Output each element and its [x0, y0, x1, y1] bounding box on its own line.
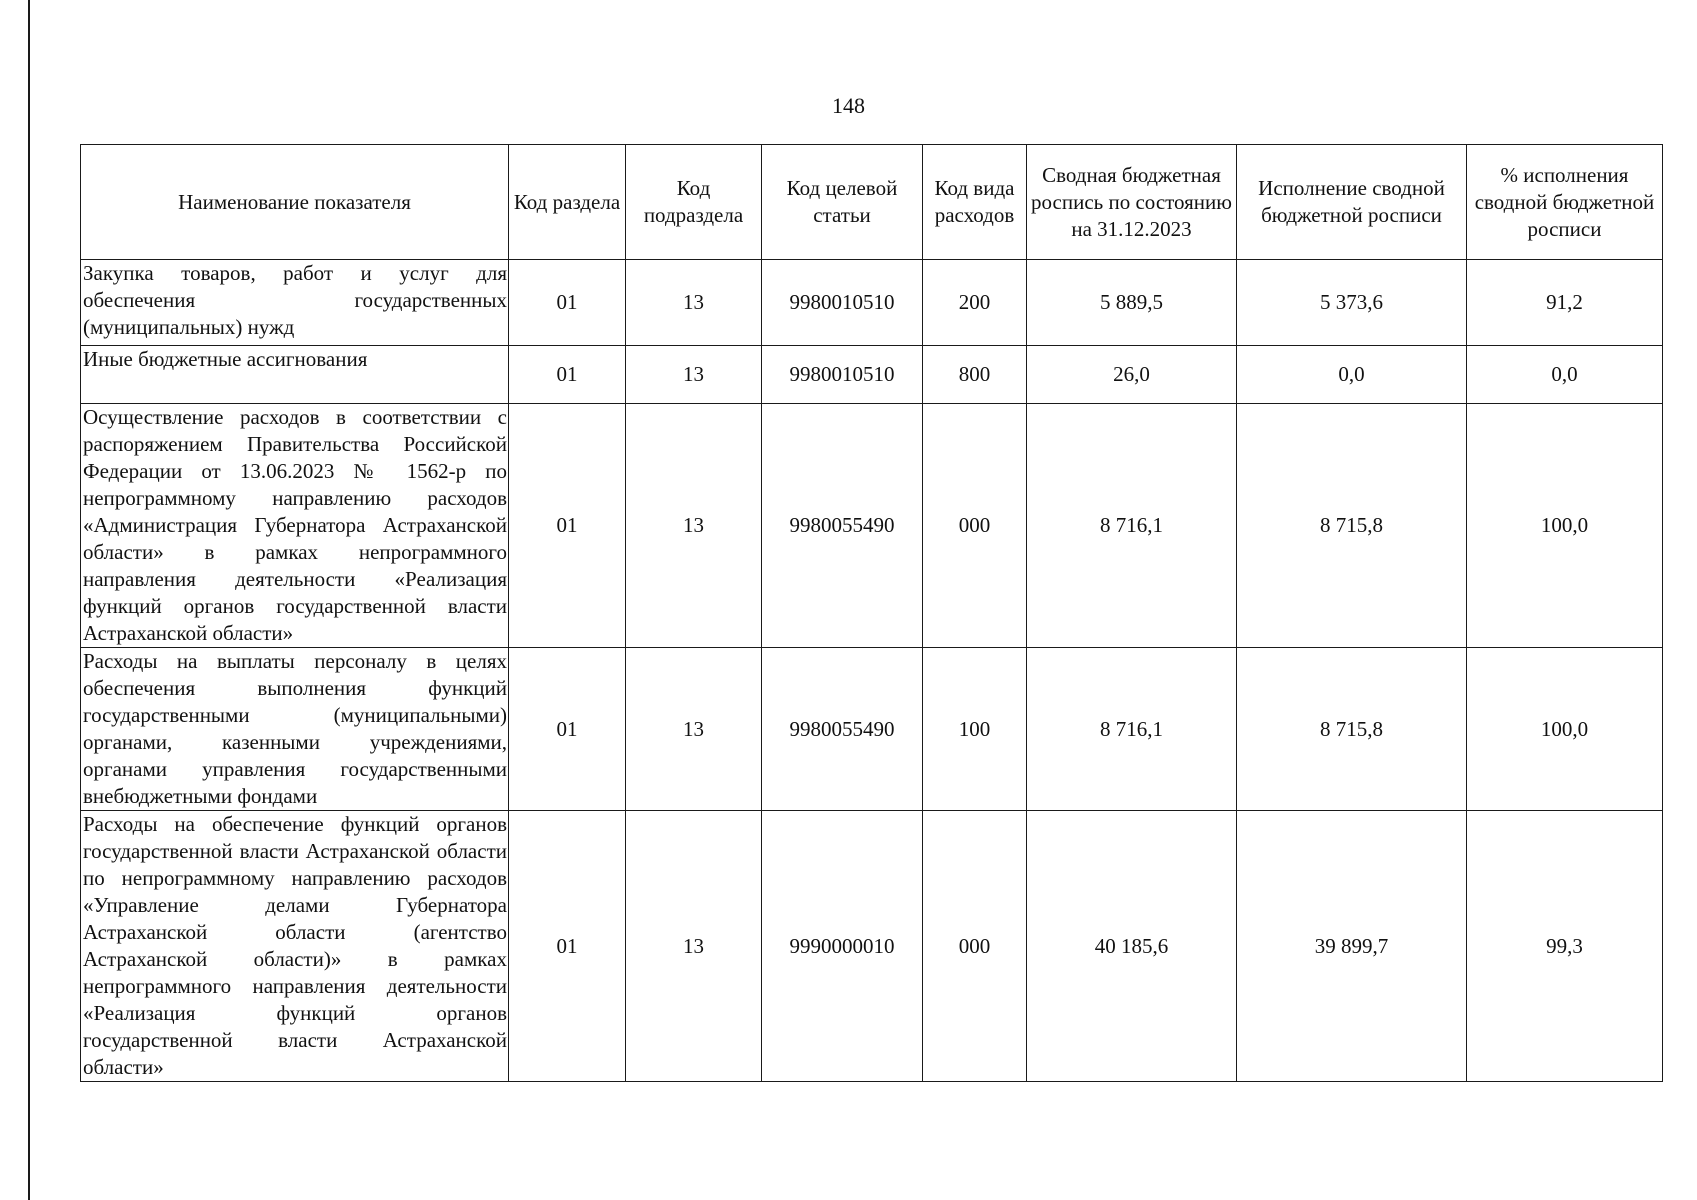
row-budget-execution: 8 715,8 — [1237, 648, 1467, 811]
row-name: Расходы на обеспечение функций органов государственной власти Астраханской области по непрограммному направлению расходов «Управление делами Губернатора Астраханской области (агентство Астраханской области)» в рамках непрограммного направления деятельности «Реализация функций органов государственной власти Астраханской области» — [81, 811, 509, 1082]
table-header-row — [81, 145, 1663, 260]
row-section-code: 01 — [509, 404, 626, 648]
row-budget-execution: 0,0 — [1237, 346, 1467, 404]
row-section-code: 01 — [509, 811, 626, 1082]
header-budget-execution: Исполнение сводной бюджетной росписи — [1237, 145, 1467, 260]
row-budget-plan: 40 185,6 — [1027, 811, 1237, 1082]
row-target-code: 9980010510 — [762, 260, 923, 346]
header-budget-plan: Сводная бюджетная роспись по состоянию на 31.12.2023 — [1027, 145, 1237, 260]
row-subsection-code: 13 — [626, 404, 762, 648]
header-subsection-code: Код подраздела — [626, 145, 762, 260]
row-subsection-code: 13 — [626, 648, 762, 811]
row-name: Расходы на выплаты персоналу в целях обеспечения выполнения функций государственными (муниципальными) органами, казенными учреждениями, органами управления государственными внебюджетными фондами — [81, 648, 509, 811]
row-subsection-code: 13 — [626, 346, 762, 404]
table-row — [81, 260, 1663, 346]
row-target-code: 9980055490 — [762, 404, 923, 648]
table-row — [81, 346, 1663, 404]
row-budget-execution: 39 899,7 — [1237, 811, 1467, 1082]
row-expense-type-code: 800 — [923, 346, 1027, 404]
row-budget-plan: 26,0 — [1027, 346, 1237, 404]
header-section-code: Код раздела — [509, 145, 626, 260]
table-row — [81, 404, 1663, 648]
row-target-code: 9980010510 — [762, 346, 923, 404]
row-name: Иные бюджетные ассигнования — [81, 346, 509, 404]
row-section-code: 01 — [509, 260, 626, 346]
table-row — [81, 811, 1663, 1082]
row-budget-execution: 5 373,6 — [1237, 260, 1467, 346]
page-number: 148 — [832, 93, 865, 118]
row-execution-percent: 91,2 — [1467, 260, 1663, 346]
row-expense-type-code: 100 — [923, 648, 1027, 811]
row-expense-type-code: 200 — [923, 260, 1027, 346]
table-row — [81, 648, 1663, 811]
binding-margin-line — [28, 0, 30, 1200]
row-budget-execution: 8 715,8 — [1237, 404, 1467, 648]
row-budget-plan: 8 716,1 — [1027, 648, 1237, 811]
row-execution-percent: 100,0 — [1467, 404, 1663, 648]
header-expense-type-code: Код вида расходов — [923, 145, 1027, 260]
row-section-code: 01 — [509, 648, 626, 811]
row-subsection-code: 13 — [626, 260, 762, 346]
row-execution-percent: 0,0 — [1467, 346, 1663, 404]
row-name: Осуществление расходов в соответствии с распоряжением Правительства Российской Федерации от 13.06.2023 № 1562-р по непрограммному направлению расходов «Администрация Губернатора Астраханской области» в рамках непрограммного направления деятельности «Реализация функций органов государственной власти Астраханской области» — [81, 404, 509, 648]
header-execution-percent: % исполнения сводной бюджетной росписи — [1467, 145, 1663, 260]
row-execution-percent: 99,3 — [1467, 811, 1663, 1082]
row-section-code: 01 — [509, 346, 626, 404]
row-execution-percent: 100,0 — [1467, 648, 1663, 811]
budget-execution-table — [80, 144, 1663, 1082]
row-expense-type-code: 000 — [923, 811, 1027, 1082]
row-expense-type-code: 000 — [923, 404, 1027, 648]
header-target-code: Код целевой статьи — [762, 145, 923, 260]
row-target-code: 9980055490 — [762, 648, 923, 811]
row-budget-plan: 5 889,5 — [1027, 260, 1237, 346]
header-name: Наименование показателя — [81, 145, 509, 260]
row-target-code: 9990000010 — [762, 811, 923, 1082]
row-budget-plan: 8 716,1 — [1027, 404, 1237, 648]
row-subsection-code: 13 — [626, 811, 762, 1082]
row-name: Закупка товаров, работ и услуг для обеспечения государственных (муниципальных) нужд — [81, 260, 509, 346]
